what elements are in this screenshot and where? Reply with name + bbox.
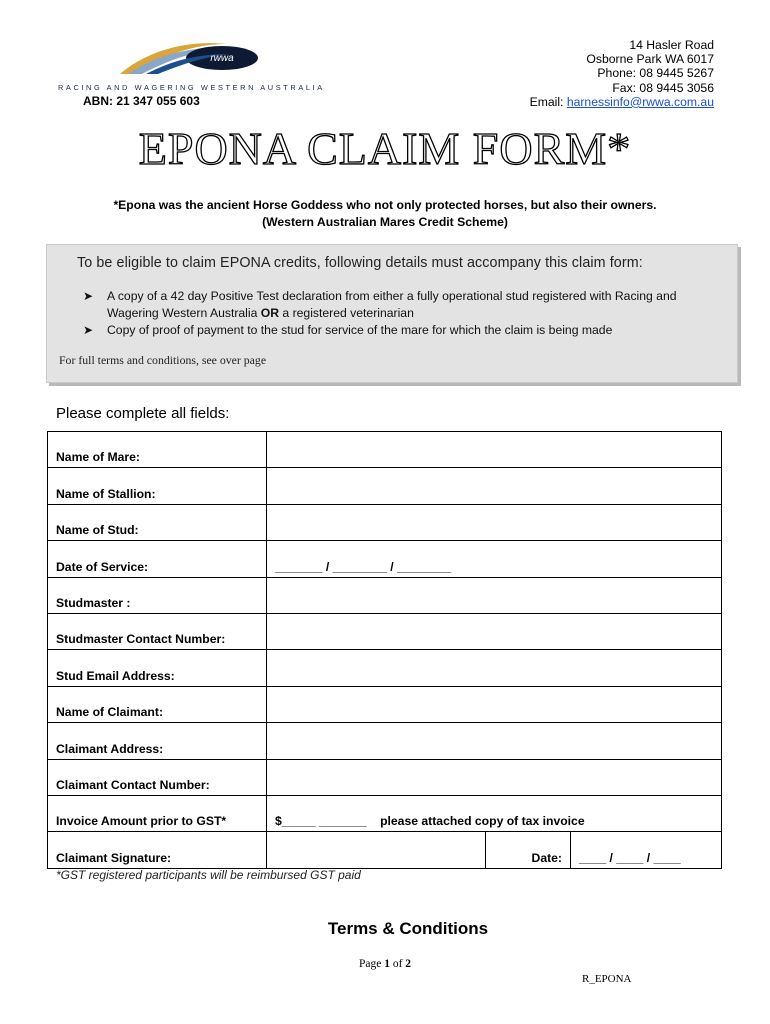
invoice-amount-label: Invoice Amount prior to GST* bbox=[48, 795, 267, 831]
table-row bbox=[48, 759, 722, 795]
eligibility-list bbox=[83, 288, 723, 339]
page-prefix: Page bbox=[358, 958, 385, 970]
arrow-bullet-icon: ➤ bbox=[83, 323, 94, 337]
table-row bbox=[48, 795, 722, 831]
table-row bbox=[48, 468, 722, 504]
page-title: EPONA CLAIM FORM* bbox=[138, 123, 632, 174]
stud-email-field[interactable] bbox=[267, 650, 722, 686]
table-row bbox=[48, 723, 722, 759]
service-date-label: Date of Service: bbox=[48, 541, 267, 577]
mare-name-label: Name of Mare: bbox=[48, 432, 267, 468]
table-row bbox=[48, 613, 722, 649]
studmaster-contact-label: Studmaster Contact Number: bbox=[48, 613, 267, 649]
invoice-amount-field[interactable] bbox=[267, 795, 722, 831]
table-row bbox=[48, 650, 722, 686]
arrow-bullet-icon: ➤ bbox=[83, 289, 94, 303]
eligibility-item-1-or: OR bbox=[260, 306, 280, 320]
eligibility-box bbox=[46, 244, 738, 383]
stud-email-label: Stud Email Address: bbox=[48, 650, 267, 686]
terms-heading: Terms & Conditions bbox=[327, 919, 489, 938]
logo-tagline: RACING AND WAGERING WESTERN AUSTRALIA bbox=[58, 83, 325, 92]
claimant-signature-field[interactable] bbox=[267, 832, 486, 868]
claimant-address-field[interactable] bbox=[267, 723, 722, 759]
invoice-note: please attached copy of tax invoice bbox=[380, 814, 585, 829]
page-total: 2 bbox=[405, 958, 412, 970]
gst-note: *GST registered participants will be reimbursed GST paid bbox=[56, 868, 361, 882]
email-line bbox=[530, 95, 714, 109]
contact-address bbox=[530, 38, 714, 109]
claimant-address-label: Claimant Address: bbox=[48, 723, 267, 759]
studmaster-contact-field[interactable] bbox=[267, 613, 722, 649]
intro-line-1: *Epona was the ancient Horse Goddess who not only protected horses, but also their owners. bbox=[113, 198, 657, 212]
phone-number: Phone: 08 9445 5267 bbox=[597, 66, 714, 81]
signature-date-field[interactable]: ____ / ____ / ____ bbox=[571, 832, 722, 868]
table-row bbox=[48, 432, 722, 468]
studmaster-field[interactable] bbox=[267, 577, 722, 613]
page-current: 1 bbox=[384, 958, 390, 970]
eligibility-item-1-end: a registered veterinarian bbox=[279, 306, 414, 320]
rwwa-logo bbox=[56, 40, 336, 96]
form-reference: R_EPONA bbox=[582, 973, 632, 985]
stud-name-field[interactable] bbox=[267, 504, 722, 540]
studmaster-label: Studmaster : bbox=[48, 577, 267, 613]
claimant-contact-label: Claimant Contact Number: bbox=[48, 759, 267, 795]
abn-number: ABN: 21 347 055 603 bbox=[83, 94, 200, 108]
email-link[interactable]: harnessinfo@rwwa.com.au bbox=[566, 94, 714, 109]
stallion-name-label: Name of Stallion: bbox=[48, 468, 267, 504]
table-row bbox=[48, 577, 722, 613]
service-date-field[interactable]: _______ / ________ / ________ bbox=[267, 541, 722, 577]
intro-text bbox=[0, 197, 770, 231]
address-line-1: 14 Hasler Road bbox=[629, 38, 714, 52]
eligibility-item-1-text: A copy of a 42 day Positive Test declaration from either a fully operational stud registered with Racing and Wagering Western Australia bbox=[107, 289, 677, 320]
claimant-name-label: Name of Claimant: bbox=[48, 686, 267, 722]
eligibility-heading: To be eligible to claim EPONA credits, following details must accompany this claim form: bbox=[77, 255, 643, 271]
eligibility-item-1 bbox=[83, 288, 723, 322]
stud-name-label: Name of Stud: bbox=[48, 504, 267, 540]
claimant-name-field[interactable] bbox=[267, 686, 722, 722]
claimant-contact-field[interactable] bbox=[267, 759, 722, 795]
svg-text:rwwa: rwwa bbox=[210, 53, 234, 64]
page-middle: of bbox=[389, 958, 406, 970]
eligibility-item-2-text: Copy of proof of payment to the stud for service of the mare for which the claim is being made bbox=[107, 323, 613, 337]
terms-reference: For full terms and conditions, see over page bbox=[59, 353, 267, 367]
invoice-amount-value: $_____ _______ bbox=[275, 814, 367, 829]
fax-number: Fax: 08 9445 3056 bbox=[612, 80, 714, 95]
form-instruction: Please complete all fields: bbox=[56, 405, 230, 422]
address-line-2: Osborne Park WA 6017 bbox=[586, 52, 714, 67]
claim-form-table bbox=[47, 431, 722, 869]
email-label: Email: bbox=[529, 94, 567, 109]
logo-swoosh-icon bbox=[118, 40, 268, 80]
table-row bbox=[48, 541, 722, 577]
stallion-name-field[interactable] bbox=[267, 468, 722, 504]
table-row bbox=[48, 832, 722, 868]
table-row bbox=[48, 504, 722, 540]
table-row bbox=[48, 686, 722, 722]
intro-line-2: (Western Australian Mares Credit Scheme) bbox=[262, 215, 508, 229]
signature-date-label: Date: bbox=[486, 832, 571, 868]
eligibility-item-2 bbox=[83, 322, 723, 339]
page-number bbox=[0, 958, 770, 970]
claimant-signature-label: Claimant Signature: bbox=[48, 832, 267, 868]
mare-name-field[interactable] bbox=[267, 432, 722, 468]
